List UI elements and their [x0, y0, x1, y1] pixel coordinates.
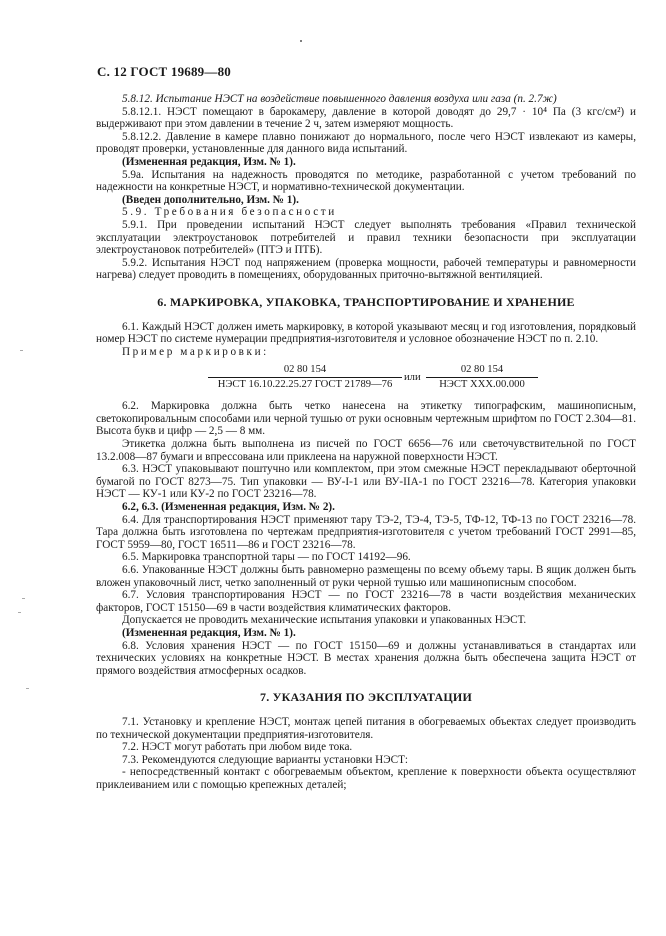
clause-5-8-12-2: 5.8.12.2. Давление в камере плавно понижают до нормального, после чего НЭСТ извлекают из камеры, проводят проверки, установленные для данного вида испытаний.	[96, 130, 636, 156]
fraction-numerator: 02 80 154	[283, 364, 327, 376]
clause-5-9a: 5.9а. Испытания на надежность проводятся по методике, разработанной с учетом требований по надежности на конкретные НЭСТ, и нормативно-технической документации.	[96, 168, 636, 194]
clause-7-3-item: - непосредственный контакт с обогреваемым объектом, крепление к поверхности объекта осуществляют приклеиванием или с помощью крепежных деталей;	[96, 766, 636, 791]
clause-6-6: 6.6. Упакованные НЭСТ должны быть равномерно размещены по всему объему тары. В ящик должен быть вложен упаковочный лист, четко заполненный от руки черной тушью или машинописным способом.	[96, 564, 636, 589]
clause-7-3: 7.3. Рекомендуются следующие варианты установки НЭСТ:	[122, 753, 409, 766]
section-title-6: 6. МАРКИРОВКА, УПАКОВКА, ТРАНСПОРТИРОВАНИЕ И ХРАНЕНИЕ	[157, 294, 575, 309]
scan-speck	[18, 612, 21, 613]
clause-5-9-2: 5.9.2. Испытания НЭСТ под напряжением (проверка мощности, рабочей температуры и равномерности нагрева) следует проводить в помещениях, оборудованных приточно-вытяжной вентиляцией.	[96, 256, 636, 282]
document-body	[96, 93, 636, 792]
clause-6-8: 6.8. Условия хранения НЭСТ — по ГОСТ 15150—69 и должны устанавливаться в стандартах или технических условиях на конкретные НЭСТ. В местах хранения должна быть обеспечена защита НЭСТ от прямого воздействия атмосферных осадков.	[96, 639, 636, 677]
fraction-numerator: 02 80 154	[460, 364, 504, 376]
amendment-note: (Измененная редакция, Изм. № 1).	[122, 155, 296, 168]
clause-6-7: 6.7. Условия транспортирования НЭСТ — по ГОСТ 23216—78 в части воздействия механических факторов, ГОСТ 15150—69 в части воздействия климатических факторов.	[96, 589, 636, 614]
amendment-note: (Введен дополнительно, Изм. № 1).	[122, 193, 299, 206]
section-title-7: 7. УКАЗАНИЯ ПО ЭКСПЛУАТАЦИИ	[260, 690, 472, 705]
clause-7-2: 7.2. НЭСТ могут работать при любом виде тока.	[122, 741, 353, 754]
clause-6-1: 6.1. Каждый НЭСТ должен иметь маркировку, в которой указывают месяц и год изготовления, порядковый номер НЭСТ по системе нумерации предприятия-изготовителя и условное обозначение НЭСТ по п. 2.10.	[96, 320, 636, 346]
scan-speck	[22, 598, 25, 599]
clause-6-2-label: Этикетка должна быть выполнена из писчей по ГОСТ 6656—76 или светочувствительной по ГОСТ 13.2.008—87 бумаги и впрессована или приклеена на наружной поверхности НЭСТ.	[96, 438, 636, 463]
fraction-denominator: НЭСТ ХХХ.00.000	[426, 377, 538, 392]
clause-6-2: 6.2. Маркировка должна быть четко нанесена на этикетку типографским, машинописным, светокопировальным способами или черной тушью от руки основным чертежным шрифтом по ГОСТ 2.304—81. Высота букв и цифр — 2,5 — 8 мм.	[96, 400, 636, 438]
clause-6-3: 6.3. НЭСТ упаковывают поштучно или комплектом, при этом смежные НЭСТ перекладывают оберточной бумагой по ГОСТ 8273—75. Тип упаковки — ВУ-I-1 или ВУ-IIА-1 по ГОСТ 23216—78. Категория упаковки НЭСТ — КУ-1 или КУ-2 по ГОСТ 23216—78.	[96, 463, 636, 501]
clause-7-1: 7.1. Установку и крепление НЭСТ, монтаж цепей питания в обогреваемых объектах следует производить по технической документации предприятия-изготовителя.	[96, 715, 636, 741]
clause-6-4: 6.4. Для транспортирования НЭСТ применяют тару ТЭ-2, ТЭ-4, ТЭ-5, ТФ-12, ТФ-13 по ГОСТ 23216—78. Тара должна быть изготовлена по чертежам предприятия-изготовителя с учетом требований ГОСТ 2991—85, ГОСТ 5959—80, ГОСТ 16511—86 и ГОСТ 23216—78.	[96, 513, 636, 551]
fraction-denominator: НЭСТ 16.10.22.25.27 ГОСТ 21789—76	[208, 377, 402, 392]
scan-speck	[300, 40, 302, 42]
marking-fraction-left	[208, 364, 402, 391]
clause-5-8-12-1: 5.8.12.1. НЭСТ помещают в барокамеру, давление в которой доводят до 29,7 · 10⁴ Па (3 кгс/см²) и выдерживают при этом давлении в течение 2 ч, затем измеряют мощность.	[96, 105, 636, 131]
amendment-note: (Измененная редакция, Изм. № 1).	[122, 626, 296, 639]
marking-example	[96, 364, 636, 392]
clause-6-5: 6.5. Маркировка транспортной тары — по ГОСТ 14192—96.	[122, 551, 411, 564]
clause-5-8-12: 5.8.12. Испытание НЭСТ на воздействие повышенного давления воздуха или газа (п. 2.7ж)	[122, 93, 557, 105]
scan-speck	[20, 350, 23, 351]
marking-example-label: Пример маркировки:	[122, 345, 269, 358]
clause-6-7-note: Допускается не проводить механические испытания упаковки и упакованных НЭСТ.	[122, 614, 527, 627]
page-header: С. 12 ГОСТ 19689—80	[97, 64, 231, 79]
marking-fraction-right	[426, 364, 538, 391]
scan-speck	[26, 688, 29, 689]
amendment-note: 6.2, 6.3. (Измененная редакция, Изм. № 2).	[122, 501, 335, 514]
clause-5-9: 5.9. Требования безопасности	[122, 206, 337, 219]
clause-5-9-1: 5.9.1. При проведении испытаний НЭСТ следует выполнять требования «Правил технической эксплуатации электроустановок потребителей и правил техники безопасности при эксплуатации электроустановок потребителей» (ПТЭ и ПТБ).	[96, 218, 636, 257]
marking-or: или	[404, 372, 421, 384]
